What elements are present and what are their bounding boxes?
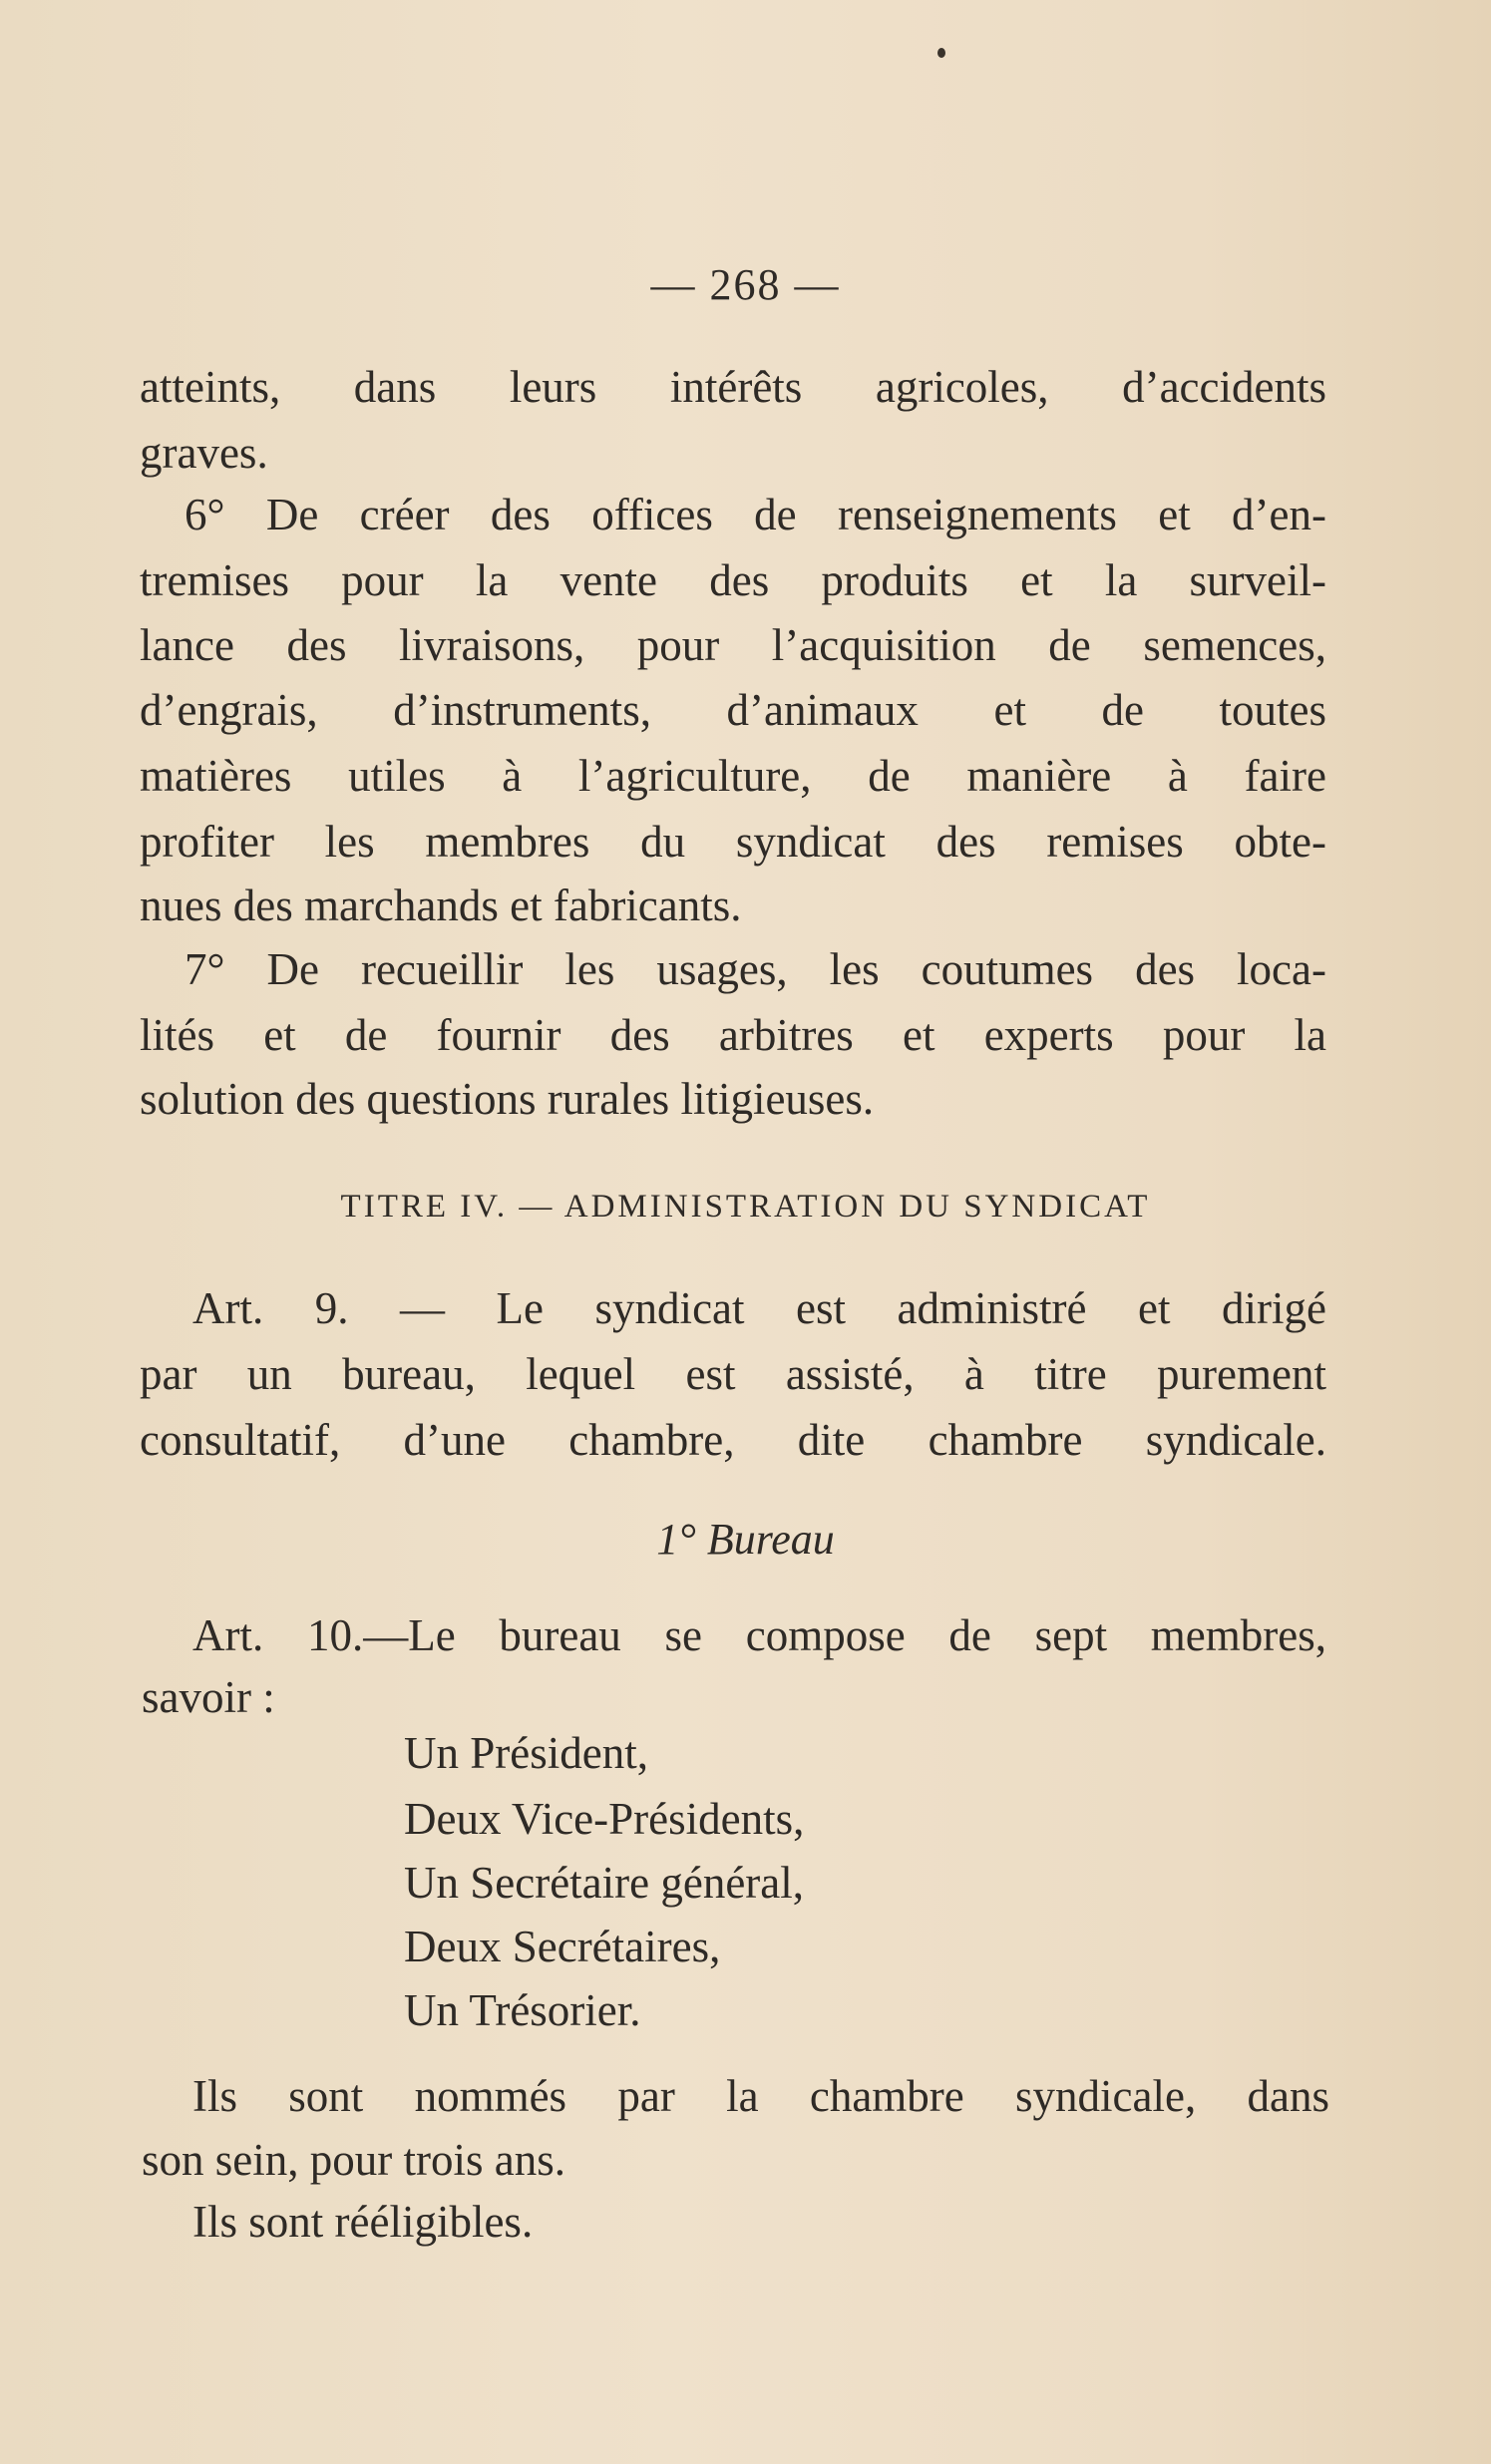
closing-line: Ils sont nommés par la chambre syndicale, dans [192,2071,1329,2121]
article-9-line: Art. 9. — Le syndicat est administré et dirigé [192,1283,1326,1333]
subsection-title: 1° Bureau [656,1515,835,1564]
page-number: — 268 — [650,260,841,309]
text-line: graves. [140,428,268,478]
text-line: solution des questions rurales litigieuses. [140,1074,875,1124]
member-item: Un Secrétaire général, [404,1858,805,1908]
article-10-line: Art. 10.—Le bureau se compose de sept membres, [192,1610,1326,1660]
member-item: Deux Secrétaires, [404,1922,721,1971]
text-line: lance des livraisons, pour l’acquisition de semences, [140,620,1326,670]
article-10-line: savoir : [142,1672,275,1722]
closing-line: Ils sont rééligibles. [192,2197,534,2247]
member-item: Un Président, [404,1728,648,1778]
text-line: 7° De recueillir les usages, les coutumes des loca- [185,944,1326,994]
text-line: lités et de fournir des arbitres et experts pour la [140,1010,1326,1060]
ink-speck [937,48,945,58]
article-9-line: consultatif, d’une chambre, dite chambre syndicale. [140,1415,1326,1465]
text-line: 6° De créer des offices de renseignements et d’en- [185,490,1326,539]
member-item: Deux Vice-Présidents, [404,1794,805,1844]
text-line: profiter les membres du syndicat des remises obte- [140,817,1326,867]
section-title: TITRE IV. — ADMINISTRATION DU SYNDICAT [340,1189,1151,1225]
text-line: d’engrais, d’instruments, d’animaux et de toutes [140,685,1326,735]
article-9-line: par un bureau, lequel est assisté, à titre purement [140,1349,1326,1399]
text-line: tremises pour la vente des produits et la surveil- [140,555,1326,605]
member-item: Un Trésorier. [404,1985,641,2035]
text-line: atteints, dans leurs intérêts agricoles, d’accidents [140,362,1326,412]
closing-line: son sein, pour trois ans. [142,2135,565,2185]
text-line: nues des marchands et fabricants. [140,880,742,930]
text-line: matières utiles à l’agriculture, de manière à faire [140,751,1326,801]
